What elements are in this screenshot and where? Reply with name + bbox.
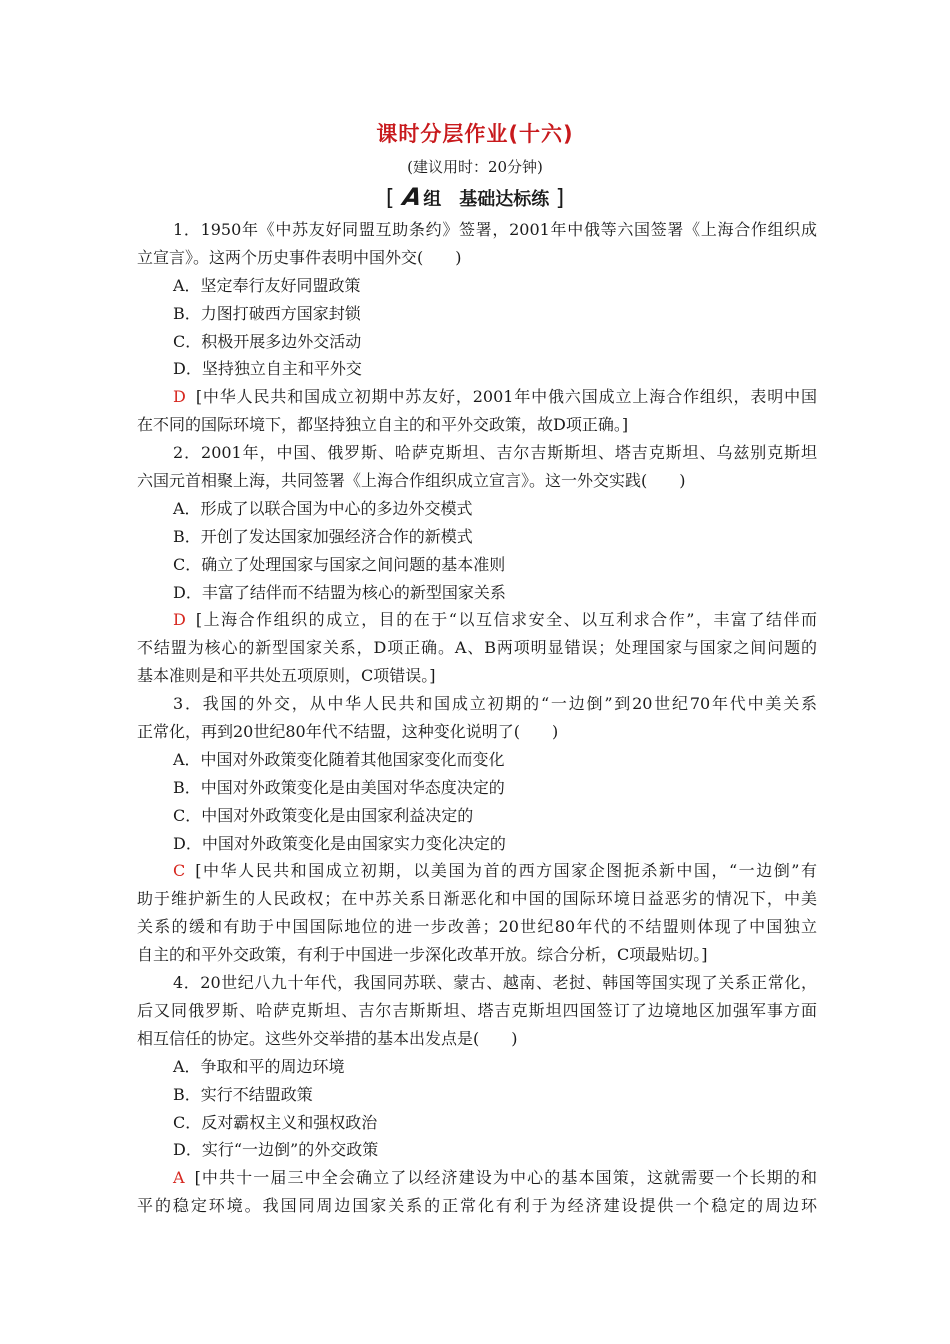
explanation: 不结盟为核心的新型国家关系，D项正确。A、B两项明显错误；处理国家与国家之间问题的 [137,638,817,658]
explanation-text: [上海合作组织的成立，目的在于“以互信求安全、以互利求合作”，丰富了结伴而 [195,610,817,630]
question-3 [137,690,817,969]
question-2 [137,439,817,690]
explanation: 在不同的国际环境下，都坚持独立自主的和平外交政策，故D项正确。] [137,415,629,435]
option-b: B．力图打破西方国家封锁 [173,303,361,323]
page-title: 课时分层作业(十六) [376,122,574,146]
suggested-time: (建议用时：20分钟) [407,158,543,176]
option-a: A．形成了以联合国为中心的多边外交模式 [173,498,473,518]
option-c: C．反对霸权主义和强权政治 [173,1112,378,1132]
option-d: D．坚持独立自主和平外交 [173,359,362,379]
option-b: B．实行不结盟政策 [173,1084,313,1104]
answer-letter: D [173,387,186,407]
explanation [137,383,817,411]
option-c: C．中国对外政策变化是由国家利益决定的 [173,805,474,825]
option-c: C．积极开展多边外交活动 [173,331,362,351]
section-label: 组 基础达标练 [423,189,550,210]
question-stem: 后又同俄罗斯、哈萨克斯坦、吉尔吉斯斯坦、塔吉克斯坦四国签订了边境地区加强军事方面 [137,1000,817,1020]
option-a: A．坚定奉行友好同盟政策 [173,275,361,295]
question-4 [137,969,817,1220]
explanation-text: [中共十一届三中全会确立了以经济建设为中心的基本国策，这就需要一个长期的和 [194,1168,817,1188]
answer-letter: D [173,610,186,630]
explanation: 关系的缓和有助于中国国际地位的进一步改善；20世纪80年代的不结盟则体现了中国独立 [137,917,817,937]
option-a: A．争取和平的周边环境 [173,1056,345,1076]
option-d: D．丰富了结伴而不结盟为核心的新型国家关系 [173,582,506,602]
explanation [137,606,817,634]
option-d: D．中国对外政策变化是由国家实力变化决定的 [173,833,506,853]
option-d: D．实行“一边倒”的外交政策 [173,1140,379,1160]
question-stem: 正常化，再到20世纪80年代不结盟，这种变化说明了( ) [137,722,559,742]
section-bracket-left: [ [385,186,395,211]
answer-letter: C [173,861,186,881]
option-b: B．中国对外政策变化是由美国对华态度决定的 [173,777,505,797]
explanation [137,857,817,885]
section-letter: A [400,183,424,211]
explanation [137,1164,817,1192]
question-stem: 1．1950年《中苏友好同盟互助条约》签署，2001年中俄等六国签署《上海合作组织成 [173,220,817,239]
question-stem: 3．我国的外交，从中华人民共和国成立初期的“一边倒”到20世纪70年代中美关系 [173,694,817,714]
explanation-text: [中华人民共和国成立初期，以美国为首的西方国家企图扼杀新中国，“一边倒”有 [195,861,817,881]
question-stem: 4．20世纪八九十年代，我国同苏联、蒙古、越南、老挝、韩国等国实现了关系正常化， [173,973,817,993]
explanation-text: [中华人民共和国成立初期中苏友好，2001年中俄六国成立上海合作组织，表明中国 [195,387,817,407]
option-b: B．开创了发达国家加强经济合作的新模式 [173,526,473,546]
explanation: 平的稳定环境。我国同周边国家关系的正常化有利于为经济建设提供一个稳定的周边环 [137,1196,817,1216]
explanation: 基本准则是和平共处五项原则，C项错误。] [137,666,436,686]
question-stem: 立宣言》。这两个历史事件表明中国外交( ) [137,247,462,267]
question-stem: 相互信任的协定。这些外交举措的基本出发点是( ) [137,1028,518,1048]
option-c: C．确立了处理国家与国家之间问题的基本准则 [173,554,506,574]
answer-letter: A [173,1168,185,1188]
explanation: 助于维护新生的人民政权；在中苏关系日渐恶化和中国的国际环境日益恶劣的情况下，中美 [137,889,817,909]
question-stem: 2．2001年，中国、俄罗斯、哈萨克斯坦、吉尔吉斯斯坦、塔吉克斯坦、乌兹别克斯坦 [173,443,817,463]
section-heading [0,183,950,211]
question-1 [137,216,817,439]
explanation: 自主的和平外交政策，有利于中国进一步深化改革开放。综合分析，C项最贴切。] [137,945,708,965]
question-list [137,216,817,1220]
section-bracket-right: ] [555,186,565,211]
question-stem: 六国元首相聚上海，共同签署《上海合作组织成立宣言》。这一外交实践( ) [137,471,686,491]
option-a: A．中国对外政策变化随着其他国家变化而变化 [173,749,505,769]
